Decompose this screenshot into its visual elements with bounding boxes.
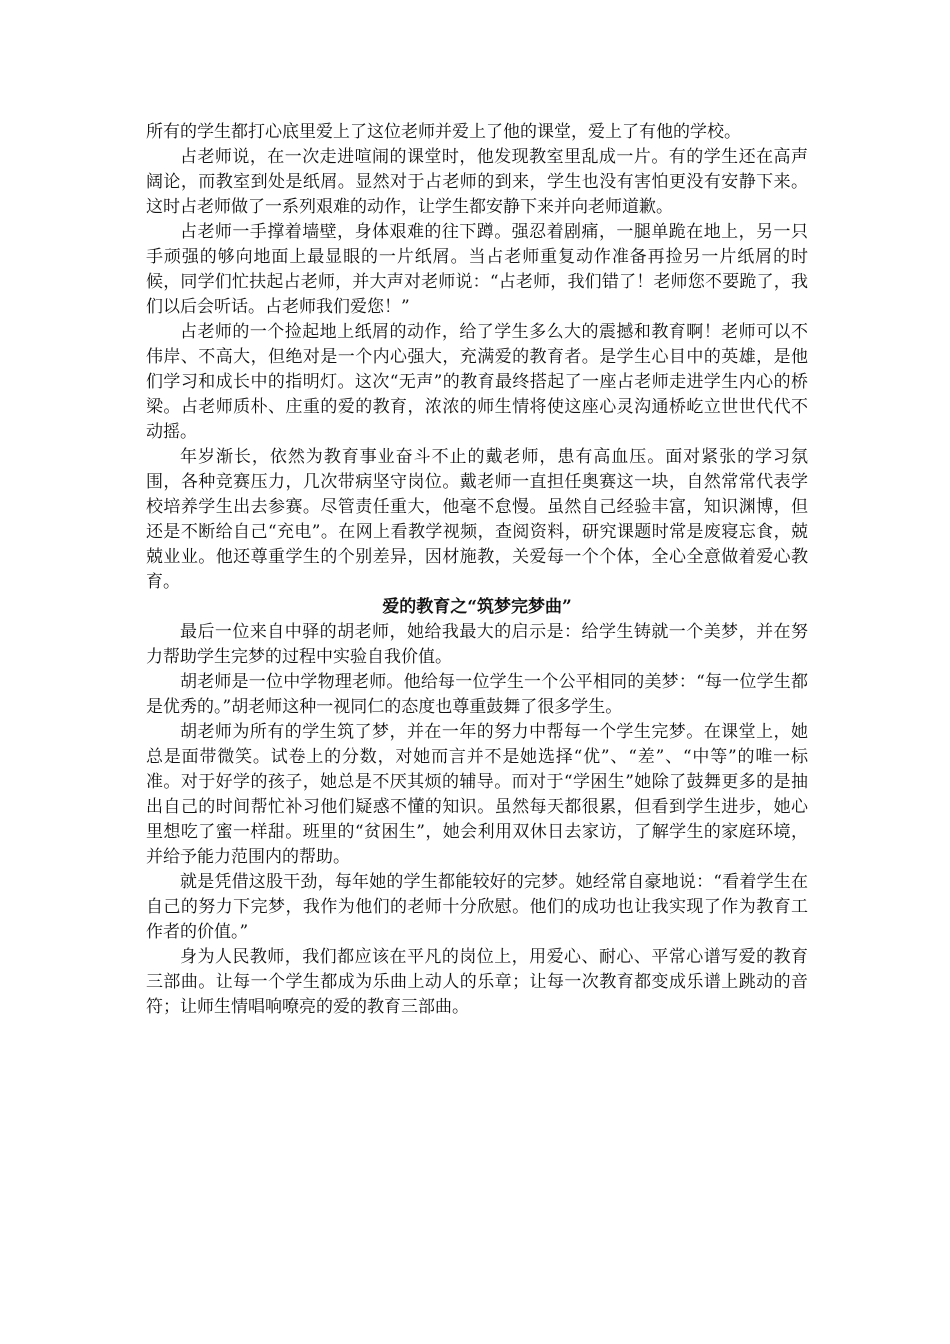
paragraph: 占老师说，在一次走进喧闹的课堂时，他发现教室里乱成一片。有的学生还在高声阔论，而教室到处是纸屑。显然对于占老师的到来，学生也没有害怕更没有安静下来。这时占老师做了一系列艰难的动作，让学生都安静下来并向老师道歉。 <box>146 147 808 217</box>
paragraph-continuation: 所有的学生都打心底里爱上了这位老师并爱上了他的课堂，爱上了有他的学校。 <box>146 122 741 142</box>
paragraph: 就是凭借这股干劲，每年她的学生都能较好的完梦。她经常自豪地说：“看着学生在自己的努力下完梦，我作为他们的老师十分欣慰。他们的成功也让我实现了作为教育工作者的价值。” <box>146 872 808 942</box>
section-heading: 爱的教育之“筑梦完梦曲” <box>382 597 572 617</box>
document-body <box>146 120 808 1020</box>
paragraph: 胡老师是一位中学物理老师。他给每一位学生一个公平相同的美梦：“每一位学生都是优秀的。”胡老师这种一视同仁的态度也尊重鼓舞了很多学生。 <box>146 672 808 717</box>
paragraph: 身为人民教师，我们都应该在平凡的岗位上，用爱心、耐心、平常心谱写爱的教育三部曲。让每一个学生都成为乐曲上动人的乐章；让每一次教育都变成乐谱上跳动的音符；让师生情唱响嘹亮的爱的教育三部曲。 <box>146 947 808 1017</box>
paragraph: 占老师的一个捡起地上纸屑的动作，给了学生多么大的震撼和教育啊！老师可以不伟岸、不高大，但绝对是一个内心强大，充满爱的教育者。是学生心目中的英雄，是他们学习和成长中的指明灯。这次“无声”的教育最终搭起了一座占老师走进学生内心的桥梁。占老师质朴、庄重的爱的教育，浓浓的师生情将使这座心灵沟通桥屹立世世代代不动摇。 <box>146 322 808 442</box>
paragraph: 最后一位来自中驿的胡老师，她给我最大的启示是：给学生铸就一个美梦，并在努力帮助学生完梦的过程中实验自我价值。 <box>146 622 808 667</box>
paragraph: 年岁渐长，依然为教育事业奋斗不止的戴老师，患有高血压。面对紧张的学习氛围，各种竞赛压力，几次带病坚守岗位。戴老师一直担任奥赛这一块，自然常常代表学校培养学生出去参赛。尽管责任重大，他毫不怠慢。虽然自己经验丰富，知识渊博，但还是不断给自己“充电”。在网上看教学视频，查阅资料，研究课题时常是废寝忘食，兢兢业业。他还尊重学生的个别差异，因材施教，关爱每一个个体，全心全意做着爱心教育。 <box>146 447 808 592</box>
paragraph: 胡老师为所有的学生筑了梦，并在一年的努力中帮每一个学生完梦。在课堂上，她总是面带微笑。试卷上的分数，对她而言并不是她选择“优”、“差”、“中等”的唯一标准。对于好学的孩子，她总是不厌其烦的辅导。而对于“学困生”她除了鼓舞更多的是抽出自己的时间帮忙补习他们疑惑不懂的知识。虽然每天都很累，但看到学生进步，她心里想吃了蜜一样甜。班里的“贫困生”，她会利用双休日去家访，了解学生的家庭环境，并给予能力范围内的帮助。 <box>146 722 808 867</box>
paragraph: 占老师一手撑着墙壁，身体艰难的往下蹲。强忍着剧痛，一腿单跪在地上，另一只手顽强的够向地面上最显眼的一片纸屑。当占老师重复动作准备再捡另一片纸屑的时候，同学们忙扶起占老师，并大声对老师说：“占老师，我们错了！老师您不要跪了，我们以后会听话。占老师我们爱您！” <box>146 222 808 317</box>
